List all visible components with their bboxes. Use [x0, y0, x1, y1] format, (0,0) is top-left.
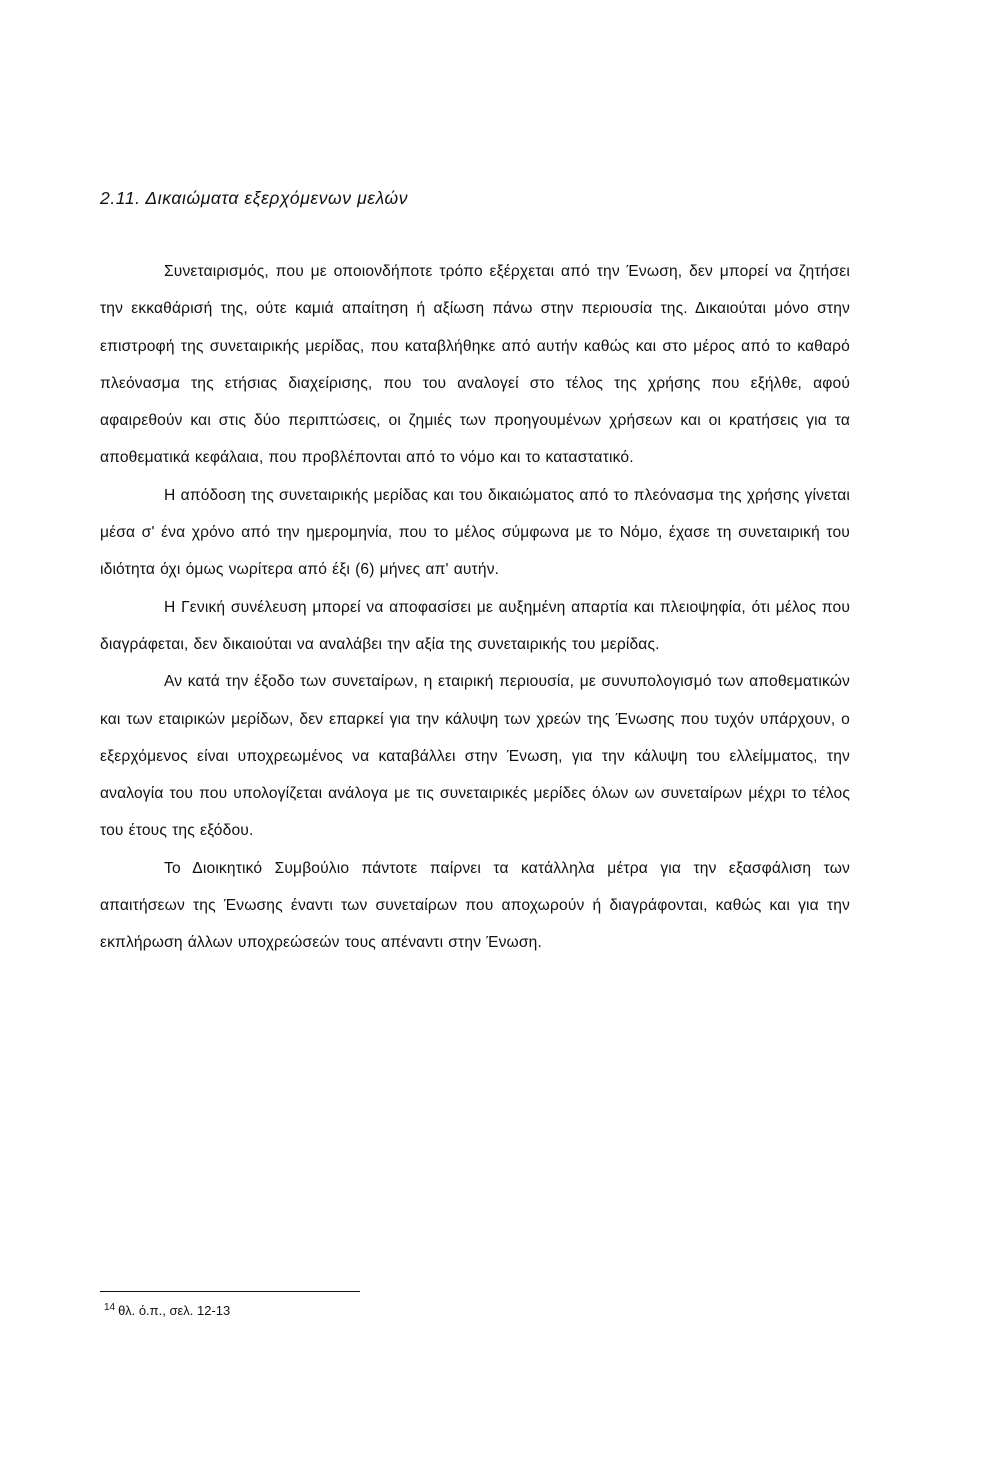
body-text [100, 253, 850, 962]
paragraph-debt-coverage: Αν κατά την έξοδο των συνεταίρων, η εταιρική περιουσία, με συνυπολογισμό των αποθεματικών και των εταιρικών μερίδων, δεν επαρκεί για την κάλυψη των χρεών της Ένωσης που τυχόν υπάρχουν, ο εξερχόμενος είναι υποχρεωμένος να καταβάλλει στην Ένωση, για την κάλυψη του ελλείμματος, την αναλογία του που υπολογίζεται ανάλογα με τις συνεταιρικές μερίδες όλων ων συνεταίρων μέχρι το τέλος του έτους της εξόδου. [100, 673, 850, 840]
footnote-marker: 14 [104, 1302, 116, 1313]
paragraph-share-refund: Η απόδοση της συνεταιρικής μερίδας και του δικαιώματος από το πλεόνασμα της χρήσης γίνεται μέσα σ' ένα χρόνο από την ημερομηνία, που το μέλος σύμφωνα με το Νόμο, έχασε τη συνεταιρική του ιδιότητα όχι όμως νωρίτερα από έξι (6) μήνες απ' αυτήν. [100, 486, 850, 579]
section-heading: 2.11. Δικαιώματα εξερχόμενων μελών [100, 188, 409, 208]
footnote-text: θλ. ό.π., σελ. 12-13 [118, 1303, 231, 1318]
footnote [104, 1302, 230, 1318]
footnote-divider [100, 1291, 360, 1292]
paragraph-board-measures: Το Διοικητικό Συμβούλιο πάντοτε παίρνει τα κατάλληλα μέτρα για την εξασφάλιση των απαιτήσεων της Ένωσης έναντι των συνεταίρων που αποχωρούν ή διαγράφονται, καθώς και για την εκπλήρωση άλλων υποχρεώσεών τους απέναντι στην Ένωση. [100, 859, 850, 952]
paragraph-general-assembly: Η Γενική συνέλευση μπορεί να αποφασίσει με αυξημένη απαρτία και πλειοψηφία, ότι μέλος που διαγράφεται, δεν δικαιούται να αναλάβει την αξία της συνεταιρικής του μερίδας. [100, 598, 850, 653]
paragraph-withdrawal-rights: Συνεταιρισμός, που με οποιονδήποτε τρόπο εξέρχεται από την Ένωση, δεν μπορεί να ζητήσει την εκκαθάρισή της, ούτε καμιά απαίτηση ή αξίωση πάνω στην περιουσία της. Δικαιούται μόνο στην επιστροφή της συνεταιρικής μερίδας, που καταβλήθηκε από αυτήν καθώς και στο μέρος από το καθαρό πλεόνασμα της ετήσιας διαχείρισης, που του αναλογεί στο τέλος της χρήσης που εξήλθε, αφού αφαιρεθούν και στις δύο περιπτώσεις, οι ζημιές των προηγουμένων χρήσεων και οι κρατήσεις για τα αποθεματικά κεφάλαια, που προβλέπονται από το νόμο και το καταστατικό. [100, 263, 850, 467]
